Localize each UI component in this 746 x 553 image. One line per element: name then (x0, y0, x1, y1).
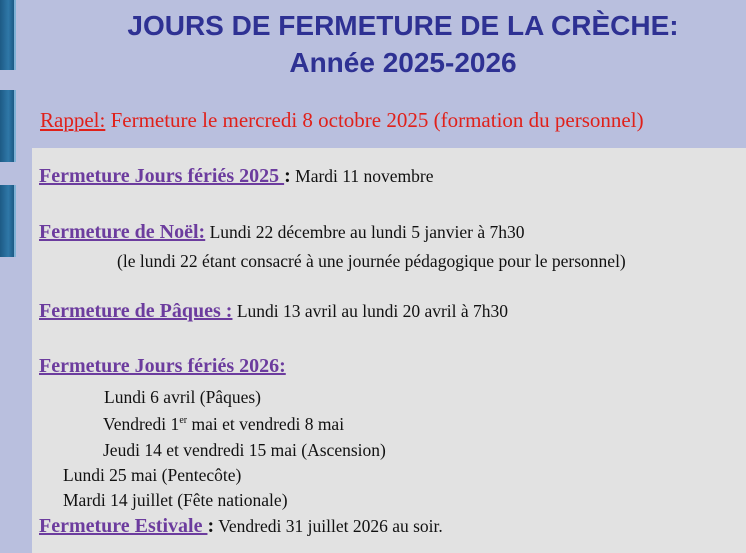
easter-heading: Fermeture de Pâques : (39, 300, 233, 322)
reminder-line (40, 108, 644, 133)
accent-bar-middle (0, 90, 16, 162)
holidays-2026-heading: Fermeture Jours fériés 2026: (39, 355, 286, 377)
summer-text: Vendredi 31 juillet 2026 au soir. (214, 516, 443, 536)
holidays-2026-item: Mardi 14 juillet (Fête nationale) (63, 490, 288, 510)
holidays-2025-line (39, 165, 434, 188)
holidays-2026-item: Jeudi 14 et vendredi 15 mai (Ascension) (103, 440, 386, 460)
summer-line (39, 515, 443, 538)
reminder-text: Fermeture le mercredi 8 octobre 2025 (formation du personnel) (105, 108, 644, 132)
holidays-2026-line (39, 355, 286, 378)
holidays-2026-item (103, 414, 344, 435)
page-subtitle-year: Année 2025-2026 (289, 47, 517, 78)
christmas-heading: Fermeture de Noël: (39, 221, 206, 243)
holidays-2025-text: Mardi 11 novembre (290, 166, 434, 186)
holidays-2025-colon: : (284, 165, 291, 187)
holidays-2026-item: Lundi 25 mai (Pentecôte) (63, 465, 242, 485)
ordinal-suffix: er (179, 415, 188, 427)
accent-bar-top (0, 0, 16, 70)
christmas-line (39, 221, 525, 244)
closures-panel (32, 148, 746, 553)
easter-line (39, 300, 508, 323)
holidays-2026-item: Lundi 6 avril (Pâques) (104, 387, 261, 407)
holidays-2026-item-text: mai et vendredi 8 mai (187, 414, 345, 434)
holidays-2025-heading: Fermeture Jours fériés 2025 (39, 165, 285, 187)
accent-bar-bottom (0, 185, 16, 257)
christmas-note: (le lundi 22 étant consacré à une journée pédagogique pour le personnel) (117, 251, 626, 271)
summer-colon: : (207, 515, 215, 537)
page-title: JOURS DE FERMETURE DE LA CRÈCHE: (127, 10, 679, 41)
holidays-2026-item-text: Vendredi 1 (103, 414, 180, 434)
summer-heading: Fermeture Estivale (39, 515, 208, 537)
christmas-text: Lundi 22 décembre au lundi 5 janvier à 7h30 (205, 222, 525, 242)
easter-text: Lundi 13 avril au lundi 20 avril à 7h30 (232, 301, 509, 321)
reminder-label: Rappel: (40, 108, 106, 132)
